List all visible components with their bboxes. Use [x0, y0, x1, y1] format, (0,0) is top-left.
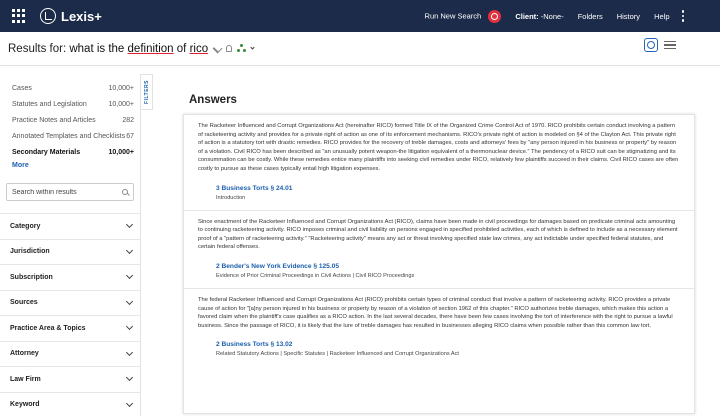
chevron-down-icon	[126, 221, 133, 228]
search-icon	[488, 10, 501, 23]
chevron-down-icon	[126, 349, 133, 356]
answer-card	[184, 211, 694, 289]
answer-source-section: Introduction	[216, 195, 680, 210]
facet-label: Keyword	[10, 401, 40, 408]
chevron-down-icon	[126, 272, 133, 279]
filters-toggle-tab[interactable]	[141, 74, 153, 110]
search-within-input[interactable]	[12, 189, 122, 196]
search-within-icon[interactable]	[122, 189, 128, 195]
facet-label: Sources	[10, 299, 38, 306]
answers-heading: Answers	[189, 94, 237, 106]
help-link[interactable]: Help	[654, 12, 669, 21]
content-type-templates[interactable]	[0, 128, 140, 144]
answer-source-section: Related Statutory Actions | Specific Statutes | Racketeer Influenced and Corrupt Organizations Act	[216, 351, 680, 366]
results-label: Results for:	[8, 43, 69, 55]
facet-jurisdiction[interactable]	[0, 239, 140, 265]
main-content	[175, 74, 695, 416]
content-type-label: Statutes and Legislation	[12, 101, 87, 108]
chevron-down-icon	[126, 323, 133, 330]
content-type-secondary-materials[interactable]	[0, 144, 140, 160]
content-type-label: Secondary Materials	[12, 149, 80, 156]
content-type-list	[0, 74, 140, 169]
more-content-types-link[interactable]: More	[0, 162, 140, 169]
facet-label: Attorney	[10, 350, 39, 357]
chevron-down-icon	[126, 247, 133, 254]
brand-logo[interactable]	[40, 8, 102, 24]
query-word-rico: rico	[190, 43, 209, 55]
answers-panel	[183, 114, 695, 414]
results-header	[0, 32, 720, 66]
client-label: Client:	[515, 12, 538, 21]
content-type-label: Practice Notes and Articles	[12, 117, 96, 124]
content-type-label: Annotated Templates and Checklists	[12, 133, 125, 140]
history-link[interactable]: History	[617, 12, 640, 21]
answer-text: The federal Racketeer Influenced and Corrupt Organizations Act (RICO) prohibits certain types of criminal conduct that involve a pattern of racketeering activity. RICO provides a private cause of action for "[a]ny person injured in his business or property by reason of a violation of section 1962 of this chapter." RICO authorizes treble damages, which makes this action a favored claim when the plaintiff's case qualifies as a RICO action. In the last several decades, there have been few cases involving the tort of interference with the right to pursue a lawful business. Since the passage of RICO, it is likely that the lure of treble damages has resulted in businesses alleging RICO claims when possible rather than this common law tort.	[198, 296, 680, 330]
content-type-count: 10,000+	[109, 101, 135, 108]
answer-text: Since enactment of the Racketeer Influenced and Corrupt Organizations Act (RICO), claims have been made in civil proceedings for damages based on predicate criminal acts amounting to continuing racketeering activity. RICO imposes criminal and civil liability on persons engaged in specified prohibited activities, each of which is defined to include as a necessary element proof of a "pattern of racketeering activity." "Racketeering activity" means any act or threat involving specified state law crimes, any act indictable under specified federal statutes, and certain federal offenses.	[198, 218, 680, 252]
chevron-down-icon	[126, 400, 133, 407]
run-new-search-label: Run New Search	[425, 11, 482, 20]
answer-text: The Racketeer Influenced and Corrupt Organizations Act (hereinafter RICO) formed Title IX of the Organized Crime Control Act of 1970. RICO prohibits certain conduct involving a pattern of racketeering activity and provides for a private right of action as one of its enforcement mechanisms. RICO's private right of action is modeled on §4 of the Clayton Act. This private right of action is a statutory tort with drastic remedies. RICO provides for the recovery of treble damages, costs and attorneys' fees by "any person injured in his business or property" by reason of a violation. Civil RICO has been described as "an unusually potent weapon-the litigation equivalent of a thermonuclear device." The pendency of a RICO suit can be stigmatizing and its consummation can be costly. While these remedies entice many plaintiffs into seeking civil remedies under RICO, relatively few plaintiffs succeed in their claims. Civil RICO cases are often costly to pursue as these cases typically entail high litigation expenses.	[198, 122, 680, 174]
answer-card	[184, 115, 694, 211]
folders-link[interactable]: Folders	[578, 12, 603, 21]
content-type-cases[interactable]	[0, 80, 140, 96]
facet-subscription[interactable]	[0, 264, 140, 290]
brand-name: Lexis+	[61, 9, 102, 24]
top-navigation-bar	[0, 0, 720, 32]
query-word-definition: definition	[128, 43, 174, 55]
content-type-count: 10,000+	[109, 149, 135, 156]
facet-category[interactable]	[0, 213, 140, 239]
facet-law-firm[interactable]	[0, 366, 140, 392]
search-within-results-box	[6, 183, 134, 201]
client-value: -None-	[541, 12, 564, 21]
facet-practice-area[interactable]	[0, 315, 140, 341]
chevron-down-icon	[126, 374, 133, 381]
filters-tab-label: FILTERS	[144, 80, 150, 104]
client-selector[interactable]	[515, 12, 563, 21]
app-grid-icon[interactable]	[12, 9, 26, 23]
run-new-search-button[interactable]	[425, 10, 502, 23]
content-type-count: 10,000+	[109, 85, 135, 92]
alert-bell-icon[interactable]	[226, 45, 232, 52]
more-options-icon[interactable]	[682, 10, 685, 22]
content-type-practice-notes[interactable]	[0, 112, 140, 128]
lexis-logo-icon	[40, 8, 56, 24]
edit-search-icon[interactable]	[213, 44, 223, 54]
facet-label: Category	[10, 223, 40, 230]
chevron-down-icon	[126, 298, 133, 305]
share-icon[interactable]	[237, 44, 246, 53]
facet-attorney[interactable]	[0, 341, 140, 367]
content-type-statutes[interactable]	[0, 96, 140, 112]
facet-keyword[interactable]	[0, 392, 140, 417]
facet-label: Law Firm	[10, 376, 41, 383]
facet-label: Subscription	[10, 274, 53, 281]
filters-sidebar	[0, 74, 141, 416]
answer-source-section: Evidence of Prior Criminal Proceedings in Civil Actions | Civil RICO Proceedings	[216, 273, 680, 288]
share-dropdown-chevron-icon[interactable]	[250, 45, 254, 49]
facet-label: Practice Area & Topics	[10, 325, 85, 332]
answer-card-view-icon[interactable]	[644, 38, 658, 52]
answer-source-link[interactable]: 2 Business Torts § 13.02	[216, 341, 680, 348]
content-type-label: Cases	[12, 85, 32, 92]
answer-source-link[interactable]: 2 Bender's New York Evidence § 125.05	[216, 263, 680, 270]
facet-list	[0, 213, 140, 417]
query-text-middle: of	[174, 43, 190, 55]
content-type-count: 282	[122, 117, 134, 124]
results-title	[8, 43, 208, 55]
facet-label: Jurisdiction	[10, 248, 50, 255]
content-type-count: 67	[126, 133, 134, 140]
answer-source-link[interactable]: 3 Business Torts § 24.01	[216, 185, 680, 192]
query-text-start: what is the	[69, 43, 127, 55]
list-view-icon[interactable]	[664, 41, 676, 49]
answer-card	[184, 289, 694, 366]
facet-sources[interactable]	[0, 290, 140, 316]
